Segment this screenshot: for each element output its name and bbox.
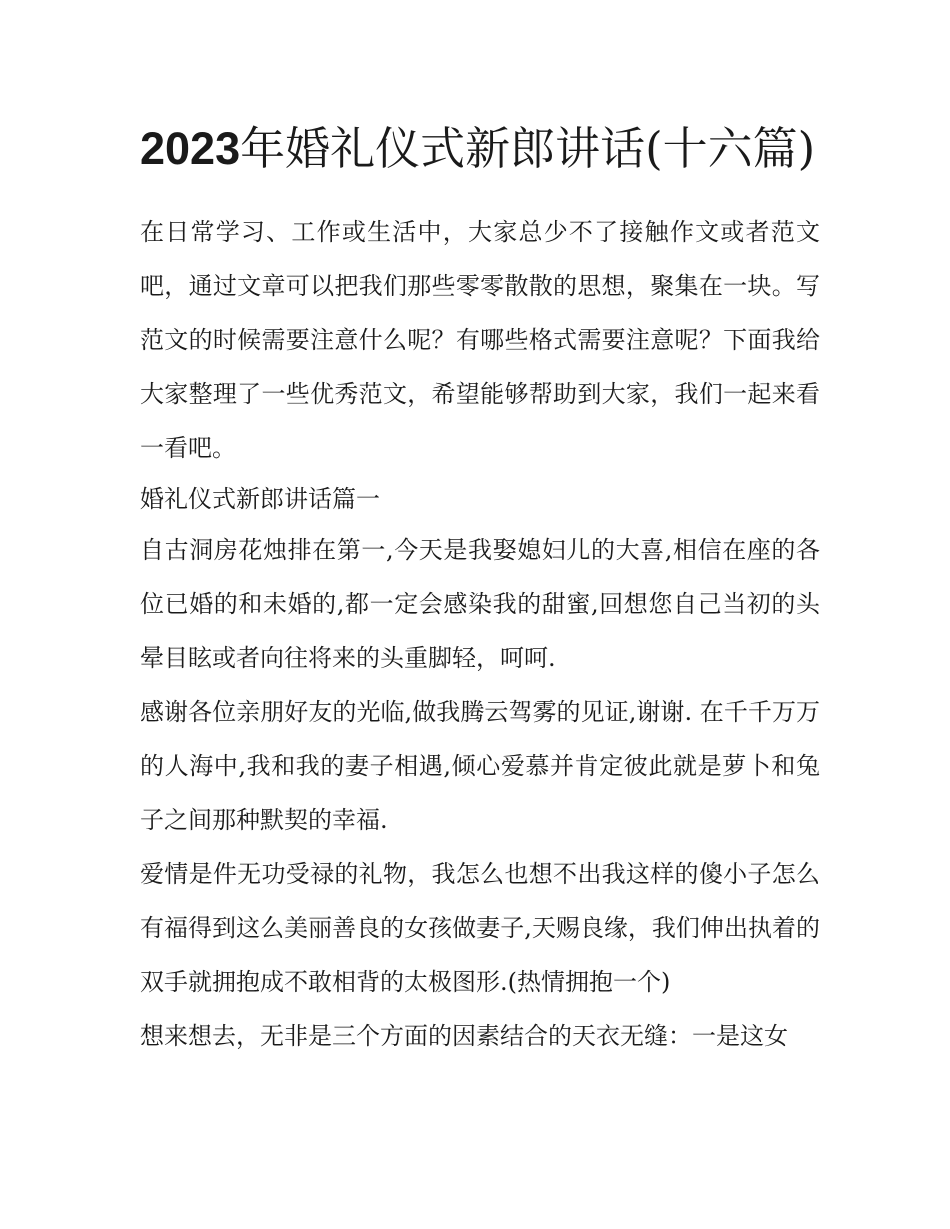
document-title (140, 110, 820, 187)
body-paragraph: 自古洞房花烛排在第一,今天是我娶媳妇儿的大喜,相信在座的各位已婚的和未婚的,都一定会感染我的甜蜜,回想您自己当初的头晕目眩或者向往将来的头重脚轻，呵呵. (140, 536, 820, 672)
body-paragraph: 爱情是件无功受禄的礼物，我怎么也想不出我这样的傻小子怎么有福得到这么美丽善良的女孩做妻子,天赐良缘，我们伸出执着的双手就拥抱成不敢相背的太极图形.(热情拥抱一个) (140, 860, 820, 996)
section-heading: 婚礼仪式新郎讲话篇一 (140, 485, 380, 513)
body-paragraph: 感谢各位亲朋好友的光临,做我腾云驾雾的见证,谢谢. 在千千万万的人海中,我和我的妻子相遇,倾心爱慕并肯定彼此就是萝卜和兔子之间那种默契的幸福. (140, 698, 820, 834)
title-text: 年婚礼仪式新郎讲话(十六篇) (240, 122, 816, 175)
body-paragraph: 想来想去，无非是三个方面的因素结合的天衣无缝：一是这女 (140, 1022, 788, 1050)
title-year: 2023 (140, 123, 241, 174)
document-content (140, 110, 820, 1063)
intro-paragraph: 在日常学习、工作或生活中，大家总少不了接触作文或者范文吧，通过文章可以把我们那些零零散散的思想，聚集在一块。写范文的时候需要注意什么呢？有哪些格式需要注意呢？下面我给大家整理了一些优秀范文，希望能够帮助到大家，我们一起来看一看吧。 (140, 218, 820, 462)
